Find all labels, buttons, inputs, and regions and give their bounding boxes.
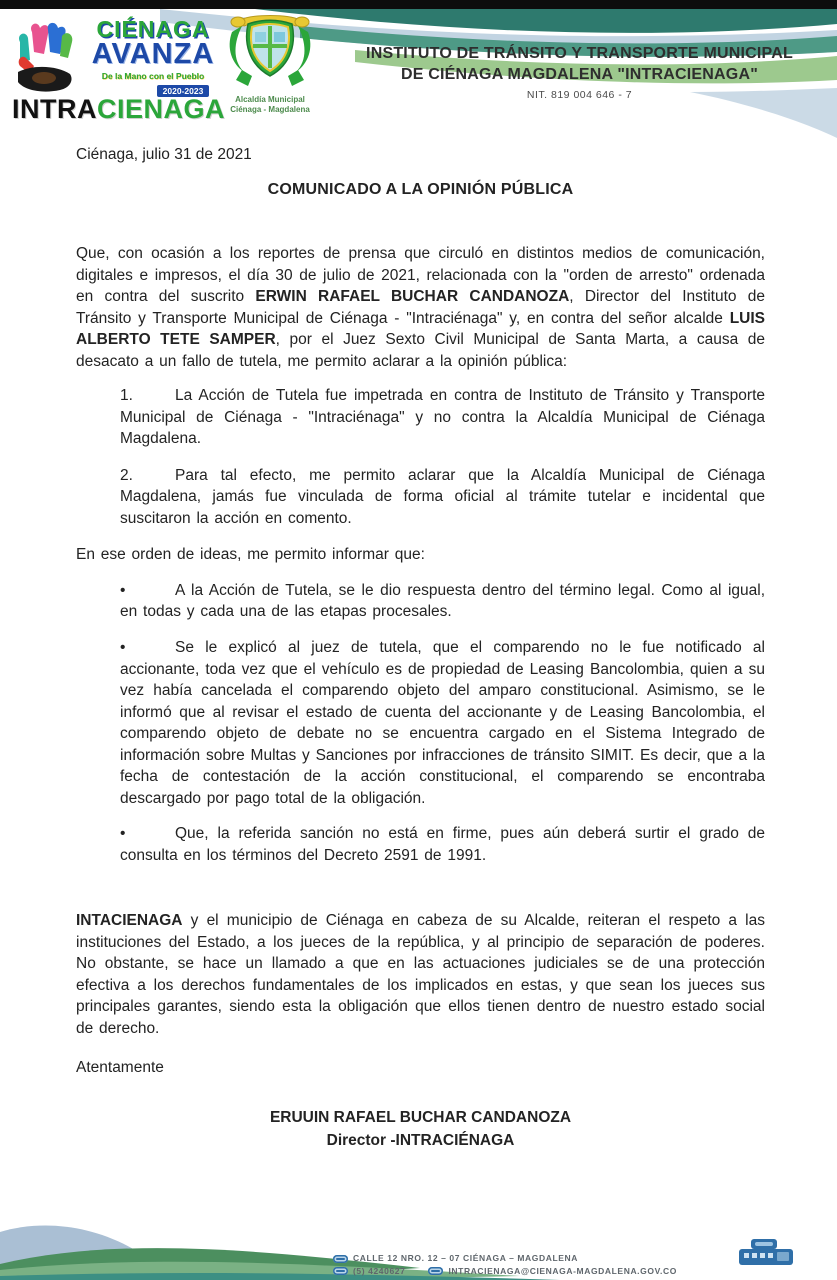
institution-header bbox=[330, 44, 829, 101]
bullet-item-3 bbox=[76, 823, 765, 866]
intro-line: En ese orden de ideas, me permito informar que: bbox=[76, 546, 425, 564]
bullet-marker: • bbox=[120, 825, 126, 843]
institution-nit: NIT. 819 004 646 - 7 bbox=[526, 88, 633, 101]
numbered-item-1 bbox=[76, 385, 765, 450]
institution-name-line1: INSTITUTO DE TRÁNSITO Y TRANSPORTE MUNICIPAL bbox=[366, 45, 793, 62]
brand-cienaga-text: CIÉNAGA bbox=[96, 16, 210, 42]
item-number: 2. bbox=[120, 466, 133, 484]
signature-block bbox=[76, 1107, 765, 1152]
contact-info bbox=[333, 1252, 677, 1277]
municipal-crest bbox=[212, 12, 328, 114]
bullet-text: Se le explicó al juez de tutela, que el comparendo no le fue notificado al accionante, toda vez que el vehículo es de propiedad de Leasing Bancolombia, quien a su vez había cancelada el comparendo objeto del amparo constitucional. Asimismo, se le informó que al revisar el estado de cuenta del accionante y de Leasing Bancolombia, el comparendo objeto de debate no se encuentra cargado en el Sistema Integrado de información sobre Multas y Sanciones por infracciones de tránsito SIMIT. Es decir, que a la fecha de contestación de la acción constitucional, el comparendo se encontraba descargado por pago total de la obligación. bbox=[120, 638, 765, 807]
bullet-marker: • bbox=[120, 581, 126, 599]
location-pin-icon bbox=[333, 1255, 348, 1263]
phone-text: (5) 4240627 bbox=[353, 1265, 406, 1276]
numbered-item-2 bbox=[76, 465, 765, 530]
brand-years-badge: 2020-2023 bbox=[157, 85, 210, 97]
top-border-bar bbox=[0, 0, 837, 9]
building-icon bbox=[737, 1238, 795, 1268]
crest-shield-icon bbox=[222, 12, 318, 90]
brand-tagline: De la Mano con el Pueblo bbox=[101, 70, 205, 81]
crest-caption-line1: Alcaldía Municipal bbox=[235, 95, 305, 104]
bullet-item-2 bbox=[76, 637, 765, 809]
date-line: Ciénaga, julio 31 de 2021 bbox=[76, 146, 252, 163]
brand-intra-part: INTRA bbox=[12, 94, 97, 124]
letterhead bbox=[0, 0, 837, 132]
document-title: COMUNICADO A LA OPINIÓN PÚBLICA bbox=[267, 181, 574, 198]
institution-name-line2: DE CIÉNAGA MAGDALENA "INTRACIENAGA" bbox=[401, 65, 758, 83]
item-number: 1. bbox=[120, 387, 133, 405]
bullet-text: A la Acción de Tutela, se le dio respuesta dentro del término legal. Como al igual, en todas y cada una de las etapas procesales. bbox=[120, 581, 765, 621]
phone-icon bbox=[333, 1267, 348, 1275]
address-text: CALLE 12 NRO. 12 – 07 CIÉNAGA – MAGDALENA bbox=[353, 1253, 579, 1264]
cienaga-avanza-logo bbox=[12, 16, 226, 128]
closing-paragraph: INTACIENAGA y el municipio de Ciénaga en cabeza de su Alcalde, reiteran el respeto a las instituciones del Estado, a los jueces de la república, y al principio de separación de poderes. No obstante, se hace un llamado a que en las actuaciones judiciales se de una protección efectiva a los derechos fundamentales de los implicados en estas, y que sean los jueces sus principales garantes, siendo esta la obligación que ellos tienen dentro de nuestro estado social de derecho. bbox=[76, 912, 765, 1037]
item-text: La Acción de Tutela fue impetrada en contra de Instituto de Tránsito y Transporte Municipal de Ciénaga - "Intraciénaga" y no contra la Alcaldía Municipal de Ciénaga Magdalena. bbox=[120, 387, 765, 448]
brand-avanza-text: AVANZA bbox=[91, 38, 215, 70]
people-figures-icon bbox=[14, 20, 86, 98]
email-text: INTRACIENAGA@CIENAGA-MAGDALENA.GOV.CO bbox=[448, 1265, 677, 1276]
brand-cienaga-part: CIENAGA bbox=[97, 94, 226, 124]
signature-name: ERUUIN RAFAEL BUCHAR CANDANOZA bbox=[269, 1109, 572, 1127]
signoff-line: Atentamente bbox=[76, 1059, 164, 1077]
bullet-item-1 bbox=[76, 580, 765, 623]
opening-paragraph: Que, con ocasión a los reportes de prensa que circuló en distintos medios de comunicación, digitales e impresos, el día 30 de julio de 2021, relacionada con la "orden de arresto" ordenada en contra del suscrito ERWIN RAFAEL BUCHAR CANDANOZA, Director del Instituto de Tránsito y Transporte Municipal de Ciénaga - "Intraciénaga" y, en contra del señor alcalde LUIS ALBERTO TETE SAMPER, por el Juez Sexto Civil Municipal de Santa Marta, a causa de desacato a un fallo de tutela, me permito aclarar a la opinión pública: bbox=[76, 245, 766, 370]
brand-intracienaga-text bbox=[12, 94, 225, 125]
email-icon bbox=[428, 1267, 443, 1275]
bullet-text: Que, la referida sanción no está en firme, pues aún deberá surtir el grado de consulta en los términos del Decreto 2591 de 1991. bbox=[120, 825, 765, 864]
signature-title: Director -INTRACIÉNAGA bbox=[326, 1131, 515, 1149]
letter-body bbox=[0, 132, 837, 1152]
bullet-marker: • bbox=[120, 638, 126, 656]
crest-caption-line2: Ciénaga - Magdalena bbox=[230, 104, 310, 114]
item-text: Para tal efecto, me permito aclarar que la Alcaldía Municipal de Ciénaga Magdalena, jamás fue vinculada de forma oficial al trámite tutelar e incidental que suscitaron la acción en comento. bbox=[120, 466, 765, 527]
